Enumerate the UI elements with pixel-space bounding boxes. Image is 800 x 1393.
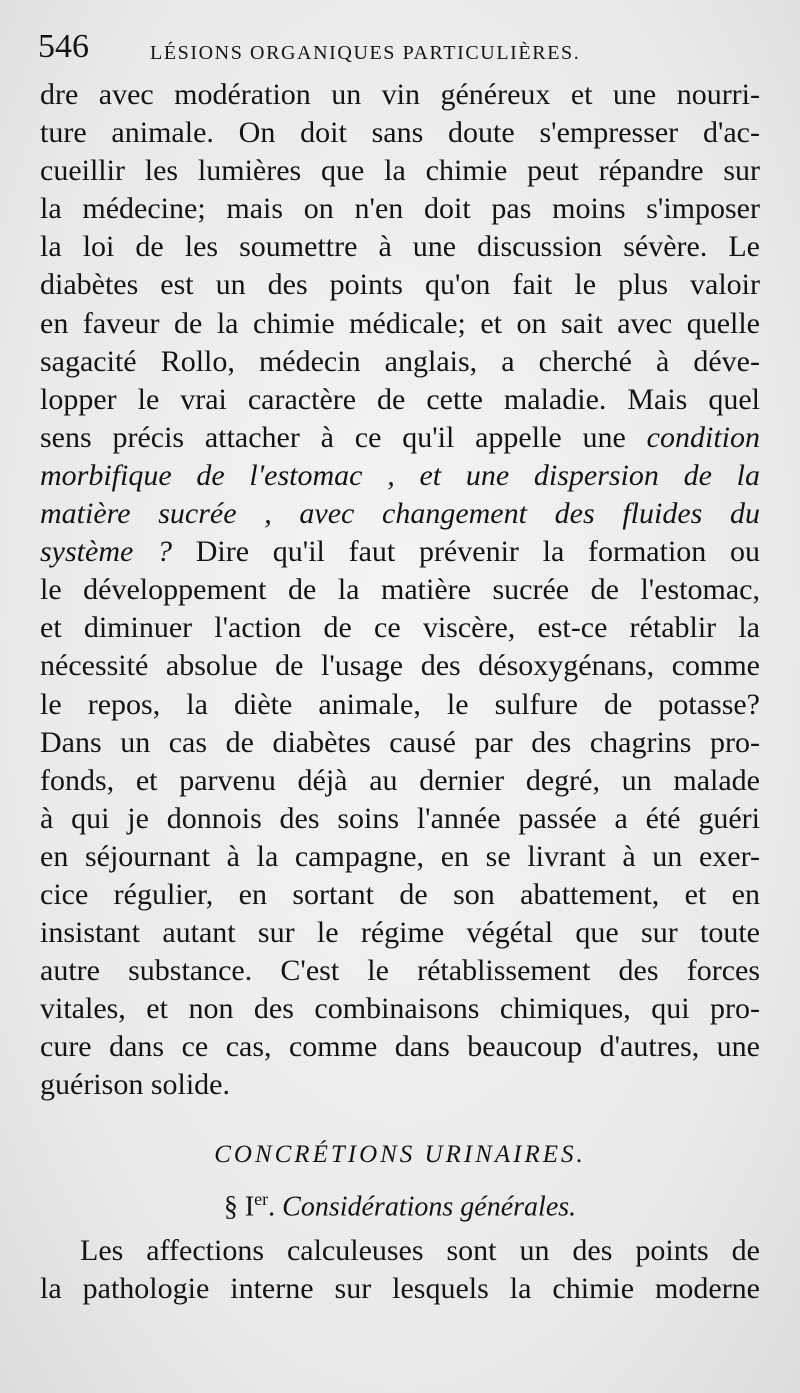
text-span: sens précis attacher à ce qu'il appelle une (40, 420, 647, 454)
text-line: cure dans ce cas, comme dans beaucoup d'autres, une (40, 1030, 760, 1064)
text-line: en faveur de la chimie médicale; et on sait avec quelle (40, 306, 760, 340)
subsection-punctuation: . (268, 1191, 283, 1223)
text-line (40, 419, 760, 457)
italic-span: condition (646, 420, 760, 454)
page-number: 546 (38, 28, 89, 65)
text-line: ture animale. On doit sans doute s'empresser d'ac- (40, 116, 760, 150)
text-line: la pathologie interne sur lesquels la chimie moderne (40, 1272, 760, 1306)
text-line: nécessité absolue de l'usage des désoxygénans, comme (40, 649, 760, 683)
text-span: Dire qu'il faut prévenir la formation ou (172, 535, 760, 569)
text-line: diabètes est un des points qu'on fait le plus valoir (40, 268, 760, 302)
text-line: en séjournant à la campagne, en se livrant à un exer- (40, 839, 760, 873)
text-line: lopper le vrai caractère de cette maladie. Mais quel (40, 382, 760, 416)
text-line: Les affections calculeuses sont un des points de (80, 1234, 760, 1267)
subsection-heading (40, 1180, 760, 1226)
text-line: vitales, et non des combinaisons chimiques, qui pro- (40, 992, 760, 1026)
text-line-italic: matière sucrée , avec changement des fluides du (40, 497, 760, 531)
text-line: dre avec modération un vin généreux et une nourri- (40, 78, 760, 111)
text-line: et diminuer l'action de ce viscère, est-ce rétablir la (40, 611, 760, 645)
text-line: à qui je donnois des soins l'année passée a été guéri (40, 801, 760, 835)
section-sign: § I (223, 1191, 255, 1223)
text-line: insistant autant sur le régime végétal que sur toute (40, 916, 760, 950)
text-line: la médecine; mais on n'en doit pas moins s'imposer (40, 192, 760, 226)
text-line: guérison solide. (40, 1068, 230, 1102)
ordinal-superscript: er (254, 1189, 269, 1209)
italic-span: système ? (40, 535, 173, 569)
text-line: le repos, la diète animale, le sulfure de potasse? (40, 687, 760, 721)
text-line (40, 533, 760, 571)
text-line: le développement de la matière sucrée de l'estomac, (40, 573, 760, 607)
running-head (38, 28, 758, 68)
paragraph-block (40, 1232, 760, 1308)
text-line: la loi de les soumettre à une discussion sévère. Le (40, 230, 760, 264)
text-line: sagacité Rollo, médecin anglais, a cherché à déve- (40, 344, 760, 378)
subsection-title: Considérations générales. (282, 1191, 577, 1223)
main-text-block (40, 76, 760, 1105)
text-line: cice régulier, en sortant de son abattement, et en (40, 877, 760, 911)
section-heading: CONCRÉTIONS URINAIRES. (214, 1141, 586, 1168)
text-line: Dans un cas de diabètes causé par des chagrins pro- (40, 725, 760, 759)
text-line: cueillir les lumières que la chimie peut répandre sur (40, 154, 760, 188)
text-line: autre substance. C'est le rétablissement des forces (40, 954, 760, 988)
running-title: LÉSIONS ORGANIQUES PARTICULIÈRES. (150, 42, 581, 64)
text-line-italic: morbifique de l'estomac , et une dispersion de la (40, 458, 760, 492)
text-line: fonds, et parvenu déjà au dernier degré, un malade (40, 763, 760, 797)
